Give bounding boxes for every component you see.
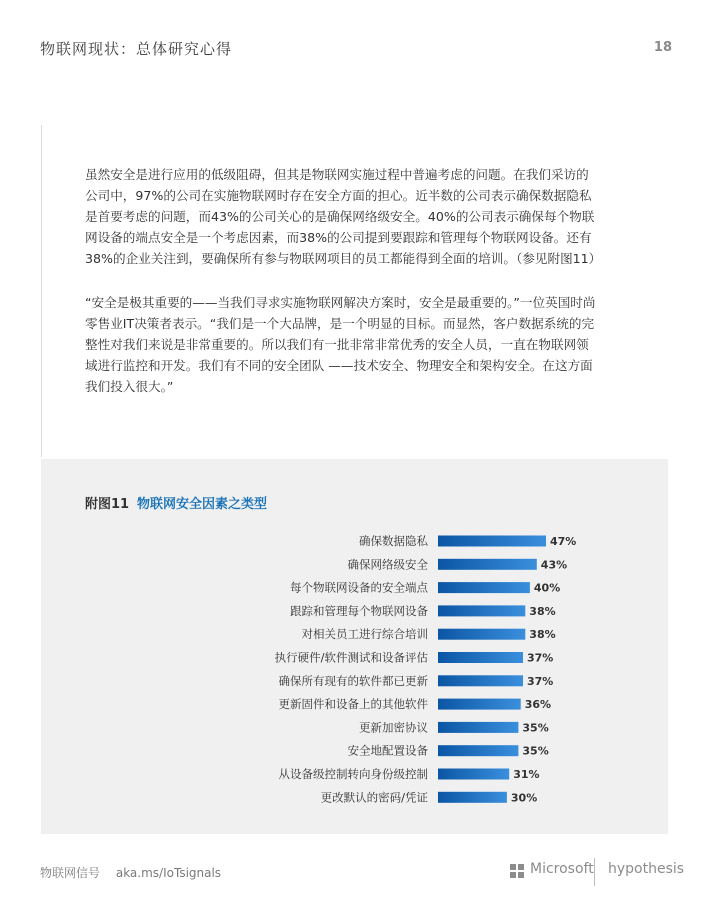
footer-divider: [594, 858, 595, 886]
accent-divider: [41, 125, 42, 457]
figure-title: 物联网安全因素之类型: [137, 497, 268, 512]
footer-url[interactable]: aka.ms/IoTsignals: [115, 866, 222, 880]
value-label: 38%: [529, 604, 556, 618]
page-number: 18: [653, 40, 672, 55]
category-label: 确保所有现有的软件都已更新: [278, 673, 428, 688]
category-label: 跟踪和管理每个物联网设备: [290, 603, 428, 618]
bar: [438, 605, 525, 616]
footer-brand: 物联网信号: [40, 866, 101, 880]
category-label: 确保网络级安全: [347, 557, 428, 572]
body-paragraph-1: 虽然安全是进行应用的低级阻碍，但其是物联网实施过程中普遍考虑的问题。在我们采访的公司中，97%的公司在实施物联网时存在安全方面的担心。近半数的公司表示确保数据隐私是首要考虑的问题，而43%的公司关心的是确保网络级安全。40%的公司表示确保每个物联网设备的端点安全是一个考虑因素，而38%的公司提到要跟踪和管理每个物联网设备。还有38%的企业关注到，要确保所有参与物联网项目的员工都能得到全面的培训。（参见附图11）: [85, 167, 602, 266]
value-label: 31%: [513, 768, 540, 781]
bar: [438, 675, 523, 686]
value-label: 47%: [550, 535, 577, 548]
category-label: 执行硬件/软件测试和设备评估: [274, 650, 428, 665]
bar: [438, 652, 523, 663]
category-label: 确保数据隐私: [359, 534, 428, 548]
bar: [438, 792, 507, 803]
body-paragraph-2: “安全是极其重要的——当我们寻求实施物联网解决方案时，安全是最重要的。”一位英国时尚零售业IT决策者表示。“我们是一个大品牌，是一个明显的目标。而显然，客户数据系统的完整性对我们来说是非常重要的。所以我们有一批非常非常优秀的安全人员，一直在物联网领域进行监控和开发。我们有不同的安全团队 ——技术安全、物理安全和架构安全。在这方面我们投入很大。”: [85, 295, 596, 394]
value-label: 43%: [540, 558, 568, 572]
figure-label: 附图11: [85, 497, 130, 512]
value-label: 37%: [527, 674, 554, 688]
bar: [438, 769, 509, 780]
footer-left: [40, 864, 233, 881]
value-label: 37%: [527, 651, 554, 665]
value-label: 36%: [524, 698, 552, 712]
value-label: 38%: [529, 628, 556, 642]
bar: [438, 722, 518, 733]
category-label: 安全地配置设备: [347, 743, 428, 758]
figure-panel: [41, 459, 668, 834]
microsoft-wordmark: Microsoft: [530, 861, 594, 877]
value-label: 30%: [510, 791, 538, 805]
category-label: 更新加密协议: [359, 720, 428, 735]
bar: [438, 629, 525, 640]
header-title: 物联网现状：总体研究心得: [40, 40, 233, 58]
bar: [438, 536, 546, 547]
bar-chart: [41, 459, 668, 834]
category-label: 更改默认的密码/凭证: [320, 790, 428, 805]
category-label: 对相关员工进行综合培训: [301, 627, 428, 642]
bar: [438, 699, 521, 710]
bar: [438, 745, 518, 756]
category-label: 每个物联网设备的安全端点: [290, 580, 428, 595]
hypothesis-wordmark: hypothesis: [608, 861, 685, 877]
microsoft-logo-icon: [510, 864, 524, 878]
category-label: 从设备级控制转向身份级控制: [278, 767, 428, 781]
category-label: 更新固件和设备上的其他软件: [278, 697, 428, 712]
value-label: 35%: [522, 721, 549, 735]
value-label: 40%: [533, 581, 561, 595]
bar: [438, 582, 530, 593]
value-label: 35%: [522, 744, 549, 758]
bar: [438, 559, 537, 570]
